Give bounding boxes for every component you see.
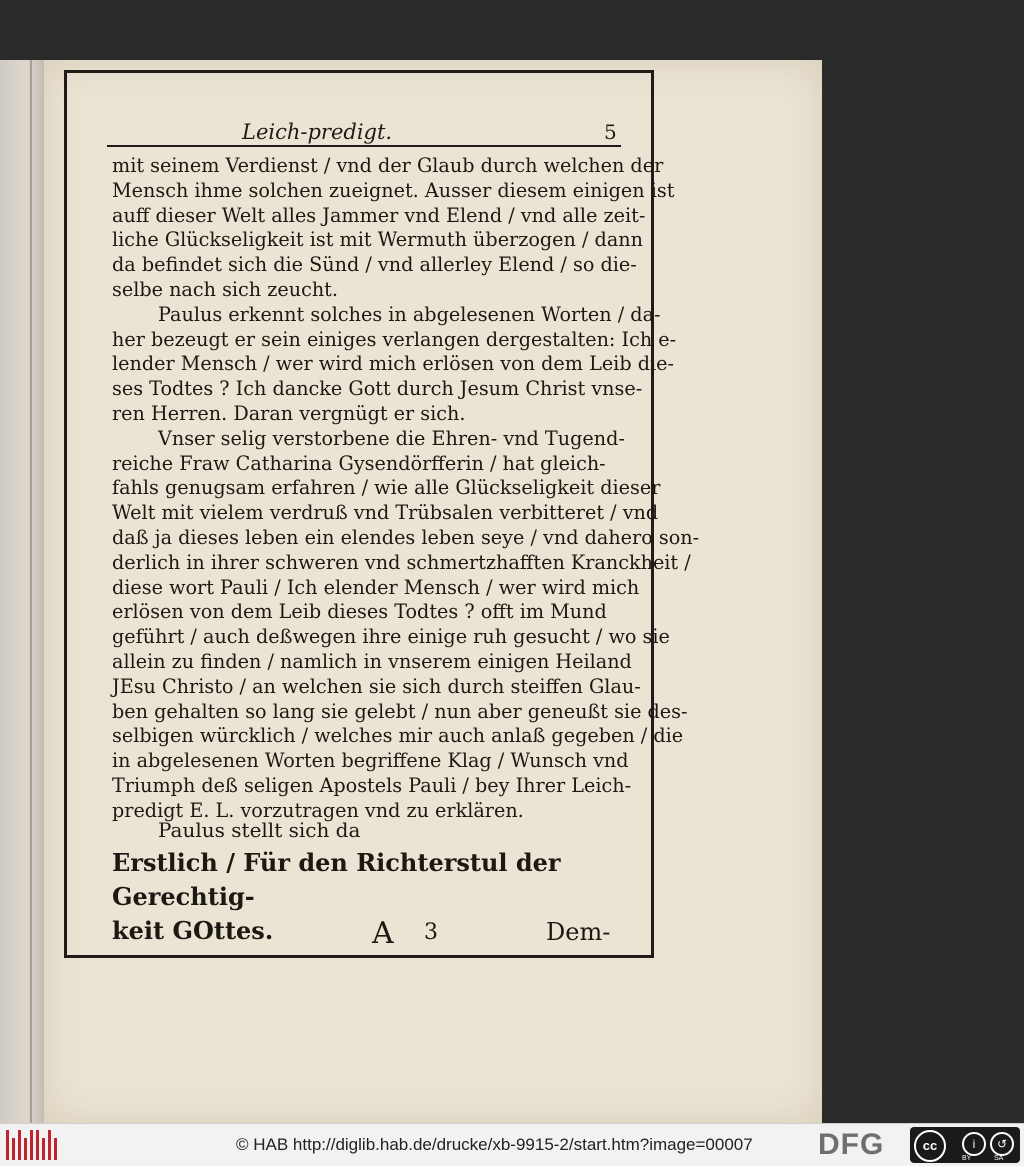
- body-text: [112, 154, 700, 824]
- text-line: mit seinem Verdienst / vnd der Glaub durch welchen der: [112, 154, 664, 177]
- viewer-footer: [0, 1123, 1024, 1166]
- text-line: da befindet sich die Sünd / vnd allerley Elend / so die-: [112, 253, 637, 277]
- copyright-link[interactable]: © HAB http://diglib.hab.de/drucke/xb-9915-2/start.htm?image=00007: [236, 1135, 753, 1154]
- text-line: in abgelesenen Worten begriffene Klag / Wunsch vnd: [112, 749, 629, 773]
- text-line: reiche Fraw Catharina Gysendörfferin / hat gleich-: [112, 451, 606, 475]
- text-line: Triumph deß seligen Apostels Pauli / bey Ihrer Leich-: [112, 773, 632, 797]
- text-line: Mensch ihme solchen zueignet. Ausser diesem einigen ist: [112, 178, 675, 202]
- page-number: 5: [604, 120, 617, 144]
- signature-number: 3: [424, 920, 438, 945]
- text-line: derlich in ihrer schweren vnd schmertzhafften Kranckheit /: [112, 550, 691, 574]
- text-line: JEsu Christo / an welchen sie sich durch steiffen Glau-: [112, 674, 641, 698]
- sa-label: SA: [994, 1155, 1004, 1162]
- text-line: ses Todtes ? Ich dancke Gott durch Jesum Christ vnse-: [112, 377, 643, 401]
- text-line: selbigen würcklich / welches mir auch anlaß gegeben / die: [112, 724, 684, 748]
- heading-line-1: Erstlich / Für den Richterstul der Gerechtig-: [112, 848, 561, 911]
- text-line: auff dieser Welt alles Jammer vnd Elend / vnd alle zeit-: [112, 203, 646, 227]
- text-line: fahls genugsam erfahren / wie alle Glückseligkeit dieser: [112, 476, 661, 500]
- text-line: liche Glückseligkeit ist mit Wermuth überzogen / dann: [112, 228, 643, 252]
- text-line: Vnser selig verstorbene die Ehren- vnd Tugend-: [158, 426, 625, 450]
- library-logo-icon: [6, 1130, 57, 1160]
- sa-icon: ↺: [990, 1132, 1014, 1156]
- heading-line-2: keit GOttes.: [112, 916, 274, 945]
- text-line: Paulus erkennt solches in abgelesenen Worten / da-: [158, 302, 661, 326]
- text-line: ben gehalten so lang sie gelebt / nun aber geneußt sie des-: [112, 699, 688, 723]
- by-icon: i: [962, 1132, 986, 1156]
- text-line: predigt E. L. vorzutragen vnd zu erklären.: [112, 798, 524, 822]
- text-line: erlösen von dem Leib dieses Todtes ? offt im Mund: [112, 600, 607, 624]
- previous-page-edge: [0, 60, 48, 1123]
- text-line: ren Herren. Daran vergnügt er sich.: [112, 401, 466, 425]
- dfg-logo: DFG: [818, 1128, 885, 1161]
- header-rule: [107, 145, 621, 147]
- text-line: diese wort Pauli / Ich elender Mensch / wer wird mich: [112, 575, 640, 599]
- cc-by-sa-icon[interactable]: [910, 1127, 1020, 1163]
- signature-mark: A: [372, 916, 394, 951]
- running-head: Leich-predigt.: [242, 120, 393, 144]
- text-line: geführt / auch deßwegen ihre einige ruh gesucht / wo sie: [112, 625, 670, 649]
- text-line: allein zu finden / namlich in vnserem einigen Heiland: [112, 649, 632, 673]
- text-line: her bezeugt er sein einiges verlangen dergestalten: Ich e-: [112, 327, 677, 351]
- section-intro: Paulus stellt sich da: [158, 818, 361, 842]
- catchword: Dem-: [546, 918, 611, 946]
- cc-icon: cc: [914, 1130, 946, 1162]
- page-edge-strip: [30, 60, 32, 1123]
- text-line: daß ja dieses leben ein elendes leben seye / vnd dahero son-: [112, 525, 700, 549]
- text-line: lender Mensch / wer wird mich erlösen von dem Leib die-: [112, 352, 674, 376]
- text-line: selbe nach sich zeucht.: [112, 277, 338, 301]
- by-label: BY: [962, 1155, 972, 1162]
- background: [820, 0, 1024, 1123]
- text-line: Welt mit vielem verdruß vnd Trübsalen verbitteret / vnd: [112, 501, 659, 525]
